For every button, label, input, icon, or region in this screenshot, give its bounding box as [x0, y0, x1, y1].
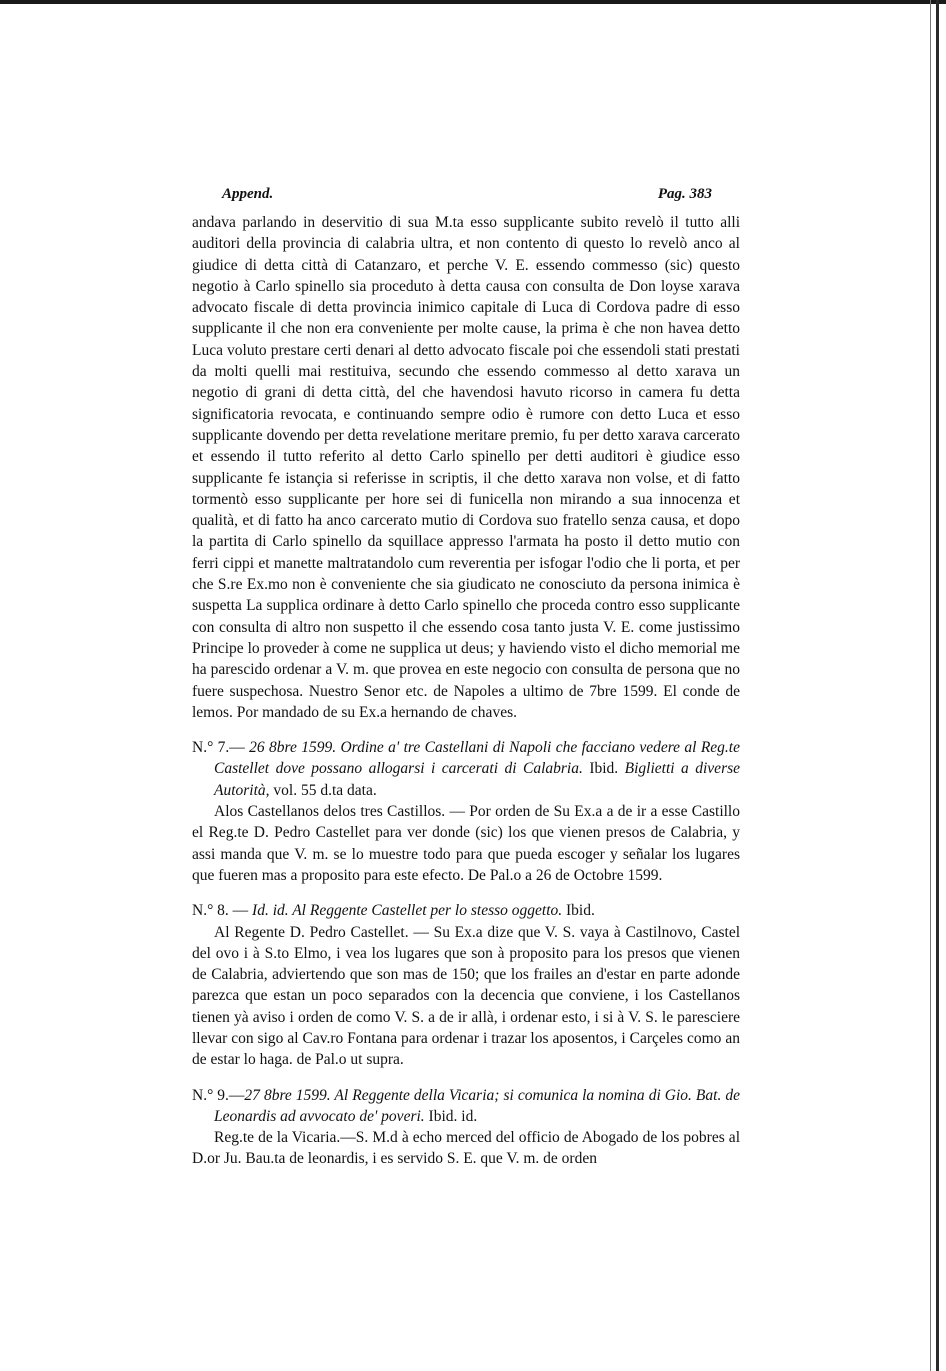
- entry-number: N.° 9.—: [192, 1086, 245, 1104]
- entry-title: 27 8bre 1599. Al Reggente della Vicaria; si comunica la nomina di Gio. Bat. de Leonardis ad avvocato de' poveri.: [214, 1086, 740, 1125]
- entry-ref: Ibid.: [582, 760, 625, 778]
- header-page-number: Pag. 383: [657, 186, 712, 202]
- paragraph-continuation: andava parlando in deservitio di sua M.ta esso supplicante subito revelò il tutto alli auditori della provincia di calabria ultra, et non contento di questo lo revelò anco al giudice di detta città di Catanzaro, et perche V. E. essendo commesso (sic) questo negotio à Carlo spinello sia proceduto à detta causa con consulta de Don loyse xarava advocato fiscale di detta provincia inimico capitale di Luca di Cordova padre di esso supplicante il che non era conveniente per molte cause, la prima è che non havea detto Luca voluto prestare certi denari al detto advocato fiscale poi che essendoli stati prestati da molti quelli mai restituiva, secundo che essendo commesso al detto xarava un negotio di grani di detta città, del che havendosi havuto ricorso in camera fu detta significatoria revocata, e continuando sempre odio è rumore con detto Luca et esso supplicante dovendo per detta revelatione meritare premio, fu per detto xarava carcerato et essendo il tutto referito al detto Carlo spinello per detti auditori è giudice esso supplicante fe istançia si referisse in scriptis, il che detto xarava non volse, et di fatto tormentò esso supplicante per hore sei di funicella non mirando a sua innocenza et qualità, et di fatto ha anco carcerato mutio di Cordova suo fratello senza causa, et dopo la partita di Carlo spinello da squillace appresso l'armata ha posto il detto mutio con ferri cippi et manette maltratandolo cum reverentia per isfogar l'odio che li porta, et per che S.re Ex.mo non è conveniente che sia giudicato ne conosciuto da persona inimica è suspetta La supplica ordinare à detto Carlo spinello che proceda contro esso supplicante con consulta di altro non suspetto il che essendo cosa tanto justa V. E. come justissimo Principe lo proveder à come ne supplica ut deus; y haviendo visto el dicho memorial me ha parescido ordenar a V. m. que provea en este negocio con consulta de persona que no fuere suspechosa. Nuestro Senor etc. de Napoles a ultimo de 7bre 1599. El conde de lemos. Por mandado de su Ex.a hernando de chaves.: [192, 214, 740, 721]
- entry-8-body: Al Regente D. Pedro Castellet. — Su Ex.a dize que V. S. vaya à Castilnovo, Castel del ovo i à S.to Elmo, i vea los lugares que son à proposito para los presos que vienen de Calabria, adviertendo que son mas de 150; que los frailes an d'estar en parte adonde parezca que estan un poco separados con la decencia que conviene, i los Castellanos tienen yà aviso i orden de como V. S. a de ir allà, i ordenar esto, i si à V. S. le paresciere llevar con sigo al Cav.ro Fontana para ordenar i trazar los aposentos, i Carçeles como an de estar lo haga. de Pal.o ut supra.: [192, 923, 740, 1069]
- document-body: [192, 212, 740, 1170]
- entry-ref-volume: vol. 55 d.ta data.: [269, 781, 377, 799]
- entry-number: N.° 8. —: [192, 902, 253, 920]
- entry-title: Id. id. Al Reggente Castellet per lo stesso oggetto.: [252, 902, 563, 920]
- entry-8-heading: [192, 900, 740, 921]
- entry-7-heading: [192, 737, 740, 801]
- top-border: [0, 0, 946, 4]
- entry-ref: Ibid. id.: [424, 1107, 478, 1125]
- entry-9-body: Reg.te de la Vicaria.—S. M.d à echo merced del officio de Abogado de los pobres al D.or Ju. Bau.ta de leonardis, i es servido S. E. que V. m. de orden: [192, 1129, 740, 1168]
- entry-number: N.° 7.—: [192, 739, 250, 757]
- entry-ref-title: Biglietti a diverse Autorità,: [214, 760, 741, 799]
- header-section: Append.: [222, 186, 274, 202]
- entry-7-body: Alos Castellanos delos tres Castillos. — Por orden de Su Ex.a a de ir a esse Castillo el Reg.te D. Pedro Castellet para ver donde (sic) los que vienen presos de Calabria, y assi manda que V. m. se lo muestre todo para que pueda escoger y señalar los lugares que fueren mas a proposito para este efecto. De Pal.o a 26 de Octobre 1599.: [192, 803, 740, 884]
- entry-9-heading: [192, 1085, 740, 1128]
- page-edge: [936, 0, 939, 1371]
- page-edge-line: [930, 0, 931, 1371]
- entry-ref: Ibid.: [562, 902, 595, 920]
- entry-title: 26 8bre 1599. Ordine a' tre Castellani di Napoli che facciano vedere al Reg.te Castellet dove possano allogarsi i carcerati di Calabria.: [214, 739, 740, 778]
